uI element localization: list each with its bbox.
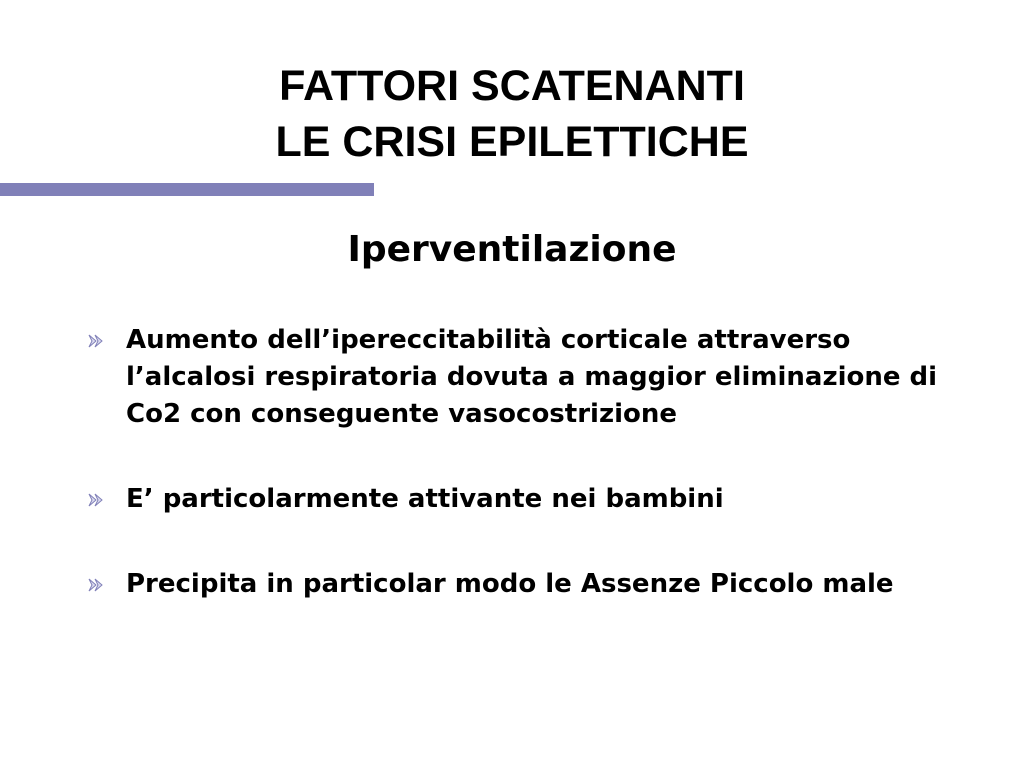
list-item: [88, 481, 968, 518]
list-item: [88, 322, 968, 433]
chevron-right-arrow-icon: [88, 578, 104, 592]
title-line-1: FATTORI SCATENANTI: [279, 62, 745, 110]
bullet-text: E’ particolarmente attivante nei bambini: [126, 484, 724, 514]
title-accent-bar: [0, 183, 374, 196]
chevron-right-arrow-icon: [88, 334, 104, 348]
list-item: [88, 566, 968, 603]
title-line-2: LE CRISI EPILETTICHE: [275, 118, 749, 166]
bullet-list: [88, 322, 968, 603]
slide-subtitle: Iperventilazione: [347, 229, 677, 270]
chevron-right-arrow-icon: [88, 493, 104, 507]
bullet-text: Aumento dell’ipereccitabilità corticale attraverso l’alcalosi respiratoria dovuta a maggior eliminazione di Co2 con conseguente vasocostrizione: [126, 325, 938, 429]
bullet-text: Precipita in particolar modo le Assenze Piccolo male: [126, 569, 894, 599]
slide-title: [0, 58, 1024, 170]
